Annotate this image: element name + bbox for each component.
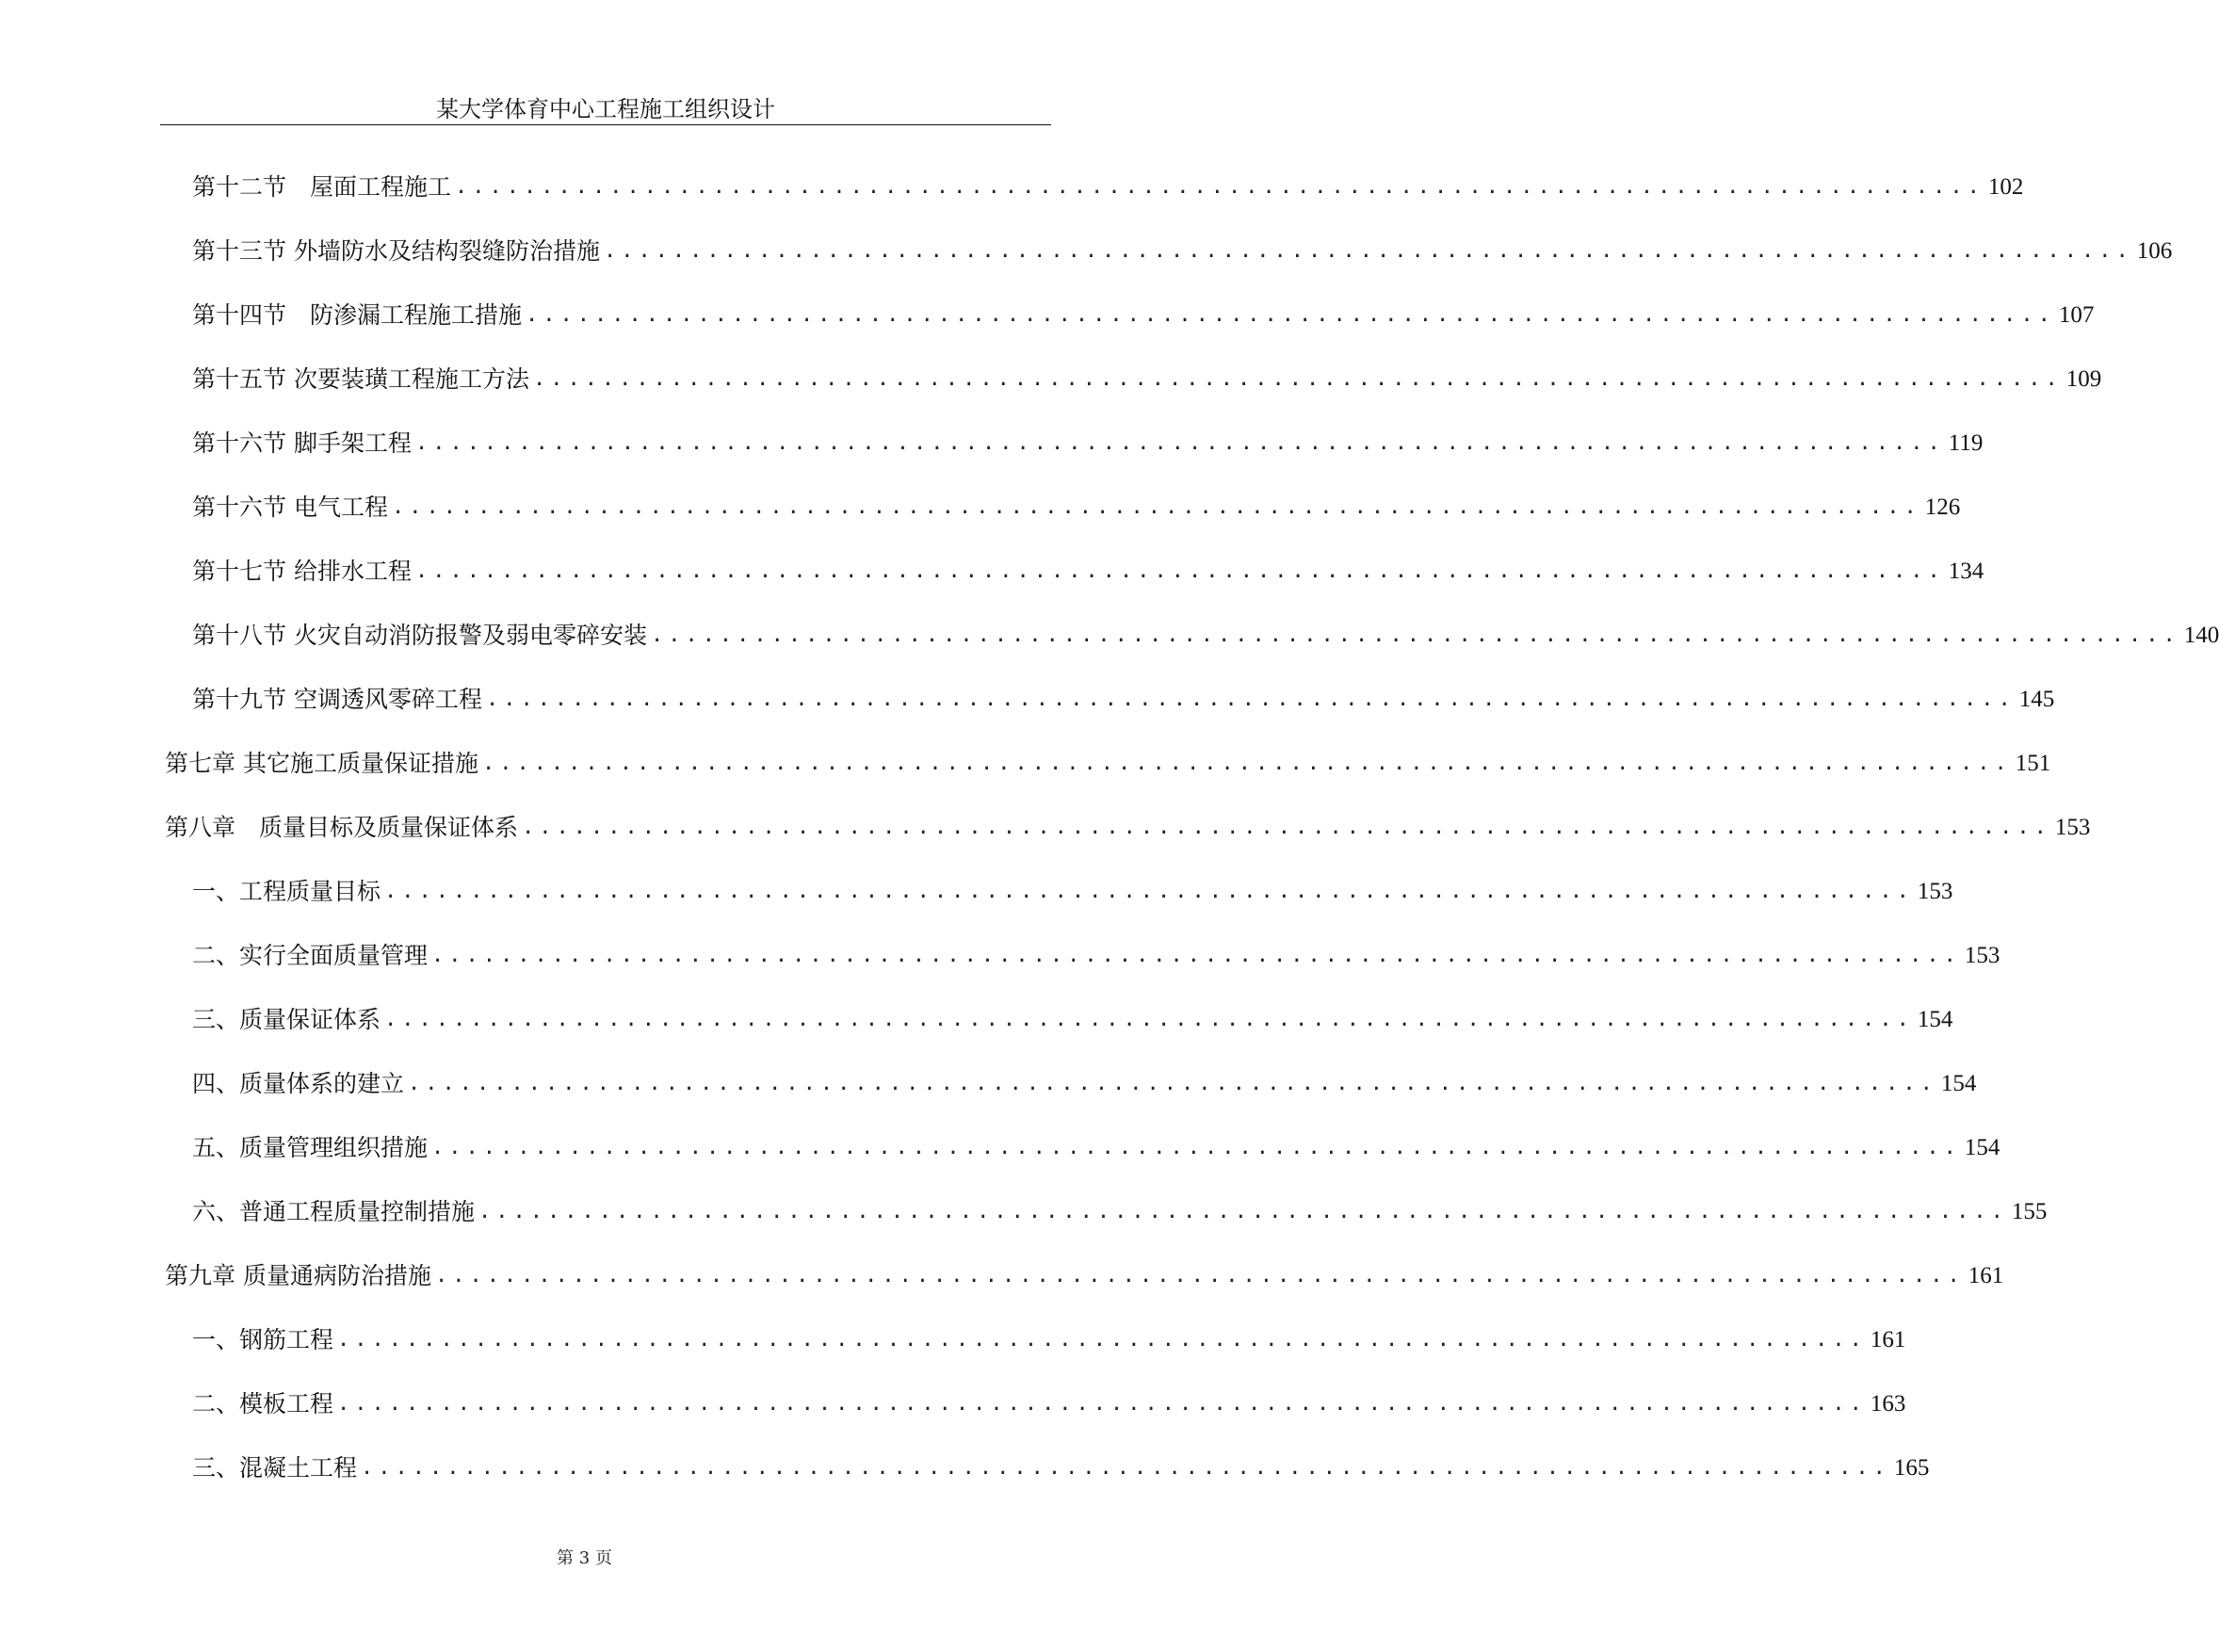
toc-page-number: 151 (2015, 751, 2051, 776)
toc-page-number: 165 (1893, 1455, 1930, 1481)
toc-page-number: 109 (2065, 366, 2102, 392)
toc-dot-leader: ......................................................................................... (384, 880, 1914, 903)
toc-dot-leader: ......................................................................................... (408, 1072, 1937, 1095)
toc-entry-label: 一、工程质量目标 (192, 878, 381, 905)
toc-entry[interactable] (192, 422, 1984, 460)
toc-page-number: 154 (1940, 1071, 1977, 1096)
toc-dot-leader: ......................................................................................... (532, 367, 2063, 391)
toc-entry-label: 第十三节 外墙防水及结构裂缝防治措施 (192, 237, 600, 265)
toc-entry[interactable] (192, 1447, 1930, 1484)
toc-entry-label: 二、实行全面质量管理 (192, 942, 429, 969)
toc-entry-label: 六、普通工程质量控制措施 (192, 1198, 476, 1225)
page-header-title: 某大学体育中心工程施工组织设计 (436, 96, 775, 122)
toc-page-number: 161 (1968, 1263, 2004, 1288)
toc-entry[interactable] (192, 294, 2095, 332)
toc-entry-label: 五、质量管理组织措施 (192, 1134, 429, 1161)
toc-dot-leader: ......................................................................................... (384, 1008, 1914, 1031)
toc-dot-leader: ......................................................................................... (522, 816, 2051, 839)
toc-page-number: 153 (1917, 879, 1953, 904)
toc-entry[interactable] (192, 230, 2173, 267)
toc-page-number: 106 (2136, 238, 2173, 264)
toc-entry-label: 一、钢筋工程 (192, 1326, 334, 1353)
toc-page-number: 140 (2183, 623, 2219, 648)
toc-entry[interactable] (165, 742, 2051, 780)
toc-entry[interactable] (192, 166, 2024, 203)
toc-page-number: 145 (2018, 687, 2055, 712)
toc-dot-leader: ......................................................................................... (603, 239, 2133, 263)
toc-dot-leader: ......................................................................................... (337, 1392, 1867, 1416)
toc-entry[interactable] (192, 1126, 2000, 1164)
toc-entry[interactable] (192, 1190, 2048, 1228)
toc-dot-leader: ......................................................................................... (434, 1264, 1965, 1288)
toc-entry[interactable] (192, 1383, 1906, 1420)
toc-page-number: 134 (1948, 559, 1984, 584)
toc-entry[interactable] (165, 1255, 2004, 1292)
toc-dot-leader: ......................................................................................... (431, 944, 1961, 967)
toc-entry[interactable] (165, 806, 2091, 844)
toc-entry[interactable] (192, 678, 2055, 716)
toc-dot-leader: ......................................................................................... (455, 175, 1984, 199)
toc-entry-label: 二、模板工程 (192, 1390, 334, 1417)
toc-dot-leader: ......................................................................................... (337, 1328, 1867, 1352)
toc-dot-leader: ......................................................................................... (481, 752, 2012, 775)
toc-entry-label: 三、混凝土工程 (192, 1454, 358, 1482)
toc-entry[interactable] (192, 934, 2000, 972)
toc-entry[interactable] (192, 998, 1953, 1036)
toc-entry-label: 三、质量保证体系 (192, 1006, 381, 1033)
toc-entry-label: 第十二节 屋面工程施工 (192, 173, 452, 201)
toc-entry[interactable] (192, 1319, 1906, 1356)
toc-dot-leader: ......................................................................................... (485, 688, 2016, 711)
toc-page-number: 107 (2058, 302, 2095, 328)
toc-entry[interactable] (192, 550, 1984, 588)
toc-entry-label: 第十九节 空调透风零碎工程 (192, 686, 482, 713)
toc-dot-leader: ......................................................................................... (391, 495, 1921, 519)
toc-dot-leader: ......................................................................................... (478, 1200, 2008, 1223)
toc-entry-label: 第十六节 脚手架工程 (192, 429, 412, 457)
toc-page-number: 153 (1964, 943, 2000, 968)
toc-dot-leader: ......................................................................................... (414, 559, 1945, 583)
toc-page-number: 155 (2011, 1199, 2048, 1224)
toc-dot-leader: ......................................................................................... (431, 1136, 1961, 1159)
toc-entry-label: 第七章 其它施工质量保证措施 (165, 750, 478, 777)
toc-entry-label: 第九章 质量通病防治措施 (165, 1262, 431, 1289)
toc-entry-label: 四、质量体系的建立 (192, 1070, 405, 1097)
toc-page-number: 154 (1964, 1135, 2000, 1160)
toc-entry[interactable] (192, 358, 2102, 396)
toc-dot-leader: ......................................................................................... (414, 431, 1945, 455)
toc-entry[interactable] (192, 870, 1953, 908)
toc-entry-label: 第八章 质量目标及质量保证体系 (165, 814, 519, 841)
toc-entry-label: 第十六节 电气工程 (192, 494, 388, 521)
toc-dot-leader: ......................................................................................... (650, 624, 2180, 647)
toc-page-number: 126 (1924, 494, 1961, 520)
toc-page-number: 102 (1987, 174, 2024, 200)
toc-page-number: 154 (1917, 1007, 1953, 1032)
toc-page-number: 161 (1870, 1327, 1906, 1352)
toc-dot-leader: ......................................................................................... (361, 1456, 1890, 1480)
toc-page-number: 153 (2054, 815, 2091, 840)
page-number-footer: 第 3 页 (557, 1548, 612, 1568)
toc-entry-label: 第十五节 次要装璜工程施工方法 (192, 365, 529, 393)
toc-entry[interactable] (192, 614, 2219, 652)
toc-entry[interactable] (192, 486, 1961, 524)
toc-page-number: 119 (1948, 430, 1984, 456)
toc-entry-label: 第十七节 给排水工程 (192, 558, 412, 585)
toc-dot-leader: ......................................................................................... (526, 303, 2055, 327)
toc-page-number: 163 (1870, 1391, 1906, 1417)
toc-entry-label: 第十四节 防渗漏工程施工措施 (192, 301, 523, 329)
toc-entry[interactable] (192, 1062, 1977, 1100)
toc-entry-label: 第十八节 火灾自动消防报警及弱电零碎安装 (192, 622, 647, 649)
